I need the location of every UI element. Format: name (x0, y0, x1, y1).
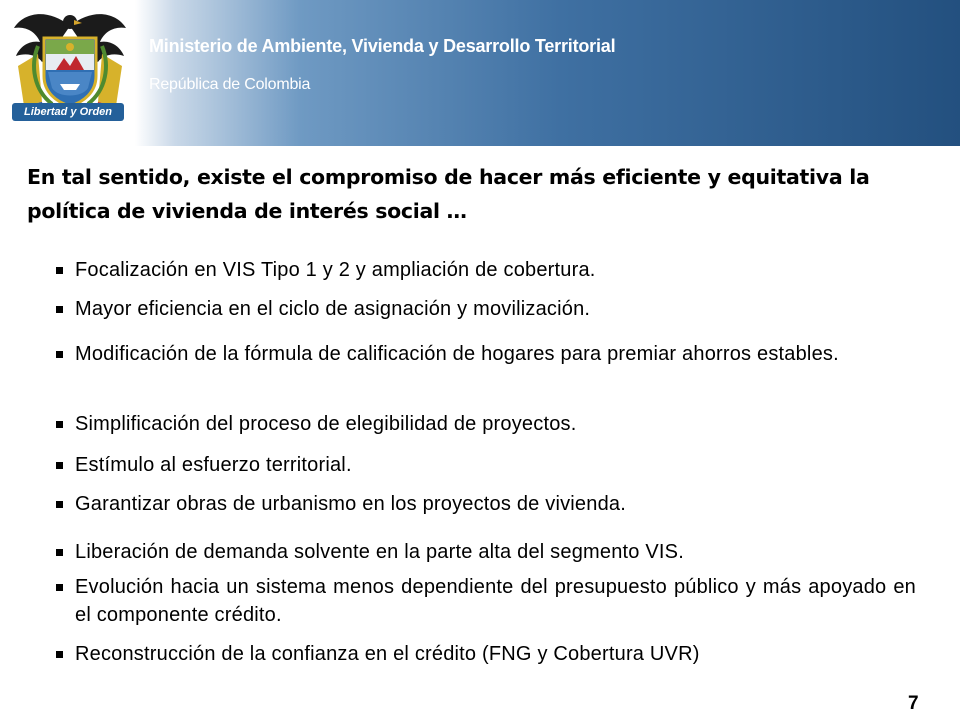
list-item: Modificación de la fórmula de calificación de hogares para premiar ahorros estables. (56, 340, 916, 368)
square-bullet-icon (56, 584, 63, 591)
square-bullet-icon (56, 306, 63, 313)
list-item: Reconstrucción de la confianza en el crédito (FNG y Cobertura UVR) (56, 640, 916, 668)
list-item: Garantizar obras de urbanismo en los proyectos de vivienda. (56, 490, 916, 518)
list-item: Simplificación del proceso de elegibilidad de proyectos. (56, 410, 916, 438)
list-item: Estímulo al esfuerzo territorial. (56, 451, 916, 479)
republic-subtitle: República de Colombia (149, 76, 311, 93)
list-item: Evolución hacia un sistema menos dependiente del presupuesto público y más apoyado en el componente crédito. (56, 573, 916, 629)
square-bullet-icon (56, 549, 63, 556)
square-bullet-icon (56, 501, 63, 508)
square-bullet-icon (56, 421, 63, 428)
page-number: 7 (908, 693, 919, 714)
list-item: Mayor eficiencia en el ciclo de asignación y movilización. (56, 295, 916, 323)
square-bullet-icon (56, 651, 63, 658)
slide-heading: En tal sentido, existe el compromiso de hacer más eficiente y equitativa la política de vivienda de interés social … (27, 165, 870, 223)
list-item: Focalización en VIS Tipo 1 y 2 y ampliación de cobertura. (56, 256, 916, 284)
motto-ribbon: Libertad y Orden (12, 103, 124, 121)
square-bullet-icon (56, 462, 63, 469)
list-item: Liberación de demanda solvente en la parte alta del segmento VIS. (56, 538, 916, 566)
slide-header (0, 0, 960, 146)
square-bullet-icon (56, 351, 63, 358)
square-bullet-icon (56, 267, 63, 274)
ministry-title: Ministerio de Ambiente, Vivienda y Desarrollo Territorial (149, 36, 616, 56)
